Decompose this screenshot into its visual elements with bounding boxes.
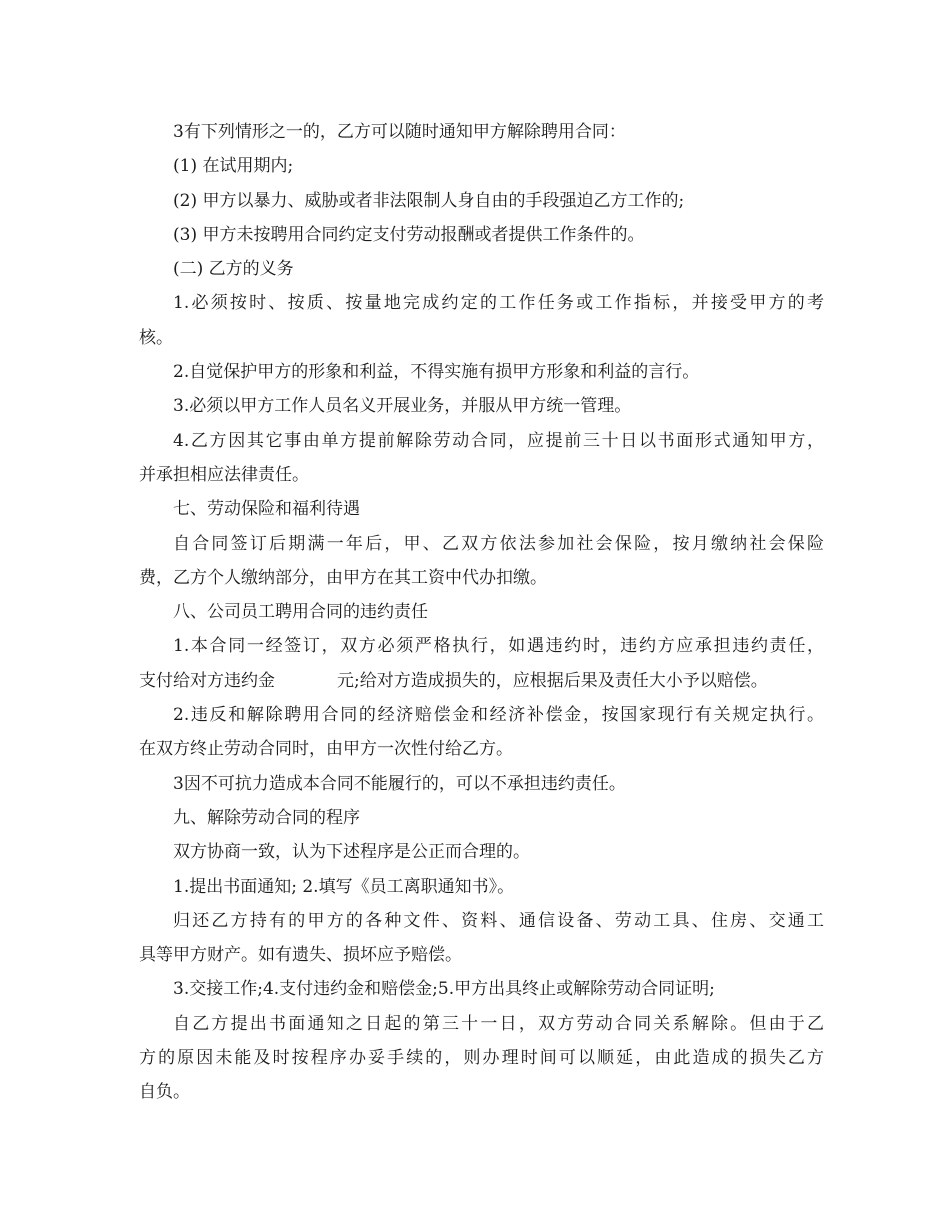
clause-line: 3因不可抗力造成本合同不能履行的，可以不承担违约责任。	[173, 773, 626, 794]
clause-line: 1.提出书面通知; 2.填写《员工离职通知书》。	[173, 876, 515, 897]
clause-line-continued: 在双方终止劳动合同时，由甲方一次性付给乙方。	[139, 739, 513, 760]
clause-line: 4.乙方因其它事由单方提前解除劳动合同，应提前三十日以书面形式通知甲方，	[173, 430, 824, 451]
clause-item: (2) 甲方以暴力、威胁或者非法限制人身自由的手段强迫乙方工作的;	[173, 190, 685, 211]
paragraph-line-continued: 具等甲方财产。如有遗失、损坏应予赔偿。	[139, 945, 462, 966]
section-heading: 九、解除劳动合同的程序	[173, 807, 360, 828]
paragraph-line-continued: 方的原因未能及时按程序办妥手续的，则办理时间可以顺延，由此造成的损失乙方	[139, 1048, 824, 1069]
clause-line-continued: 核。	[139, 327, 173, 348]
clause-line-continued: 并承担相应法律责任。	[139, 464, 309, 485]
paragraph-line-end: 自负。	[139, 1082, 190, 1103]
clause-line: 1.必须按时、按质、按量地完成约定的工作任务或工作指标，并接受甲方的考	[173, 293, 824, 314]
penalty-text-rest: 元;给对方造成损失的，应根据后果及责任大小予以赔偿。	[337, 670, 768, 691]
clause-line: 2.自觉保护甲方的形象和利益，不得实施有损甲方形象和利益的言行。	[173, 362, 700, 383]
penalty-text: 支付给对方违约金	[139, 670, 275, 691]
clause-line: 3.必须以甲方工作人员名义开展业务，并服从甲方统一管理。	[173, 396, 632, 417]
clause-item: (1) 在试用期内;	[173, 156, 294, 177]
paragraph-line: 归还乙方持有的甲方的各种文件、资料、通信设备、劳动工具、住房、交通工	[173, 910, 824, 931]
document-body	[139, 115, 824, 1110]
clause-line: 3.交接工作;4.支付违约金和赔偿金;5.甲方出具终止或解除劳动合同证明;	[173, 979, 715, 1000]
clause-line: 1.本合同一经签订，双方必须严格执行，如遇违约时，违约方应承担违约责任，	[173, 636, 824, 657]
paragraph-line-continued: 费，乙方个人缴纳部分，由甲方在其工资中代办扣缴。	[139, 567, 547, 588]
section-heading: 八、公司员工聘用合同的违约责任	[173, 602, 428, 623]
clause-line: 3有下列情形之一的，乙方可以随时通知甲方解除聘用合同：	[173, 122, 626, 142]
paragraph-line: 自合同签订后期满一年后，甲、乙双方依法参加社会保险，按月缴纳社会保险	[173, 533, 824, 554]
paragraph-line: 自乙方提出书面通知之日起的第三十一日，双方劳动合同关系解除。但由于乙	[173, 1013, 824, 1034]
clause-line-continued	[139, 664, 824, 698]
clause-line: 2.违反和解除聘用合同的经济赔偿金和经济补偿金，按国家现行有关规定执行。	[173, 705, 824, 726]
clause-item: (3) 甲方未按聘用合同约定支付劳动报酬或者提供工作条件的。	[173, 224, 645, 245]
section-heading: 七、劳动保险和福利待遇	[173, 499, 360, 520]
section-subheading: (二) 乙方的义务	[173, 259, 294, 280]
paragraph-line: 双方协商一致，认为下述程序是公正而合理的。	[173, 842, 530, 863]
